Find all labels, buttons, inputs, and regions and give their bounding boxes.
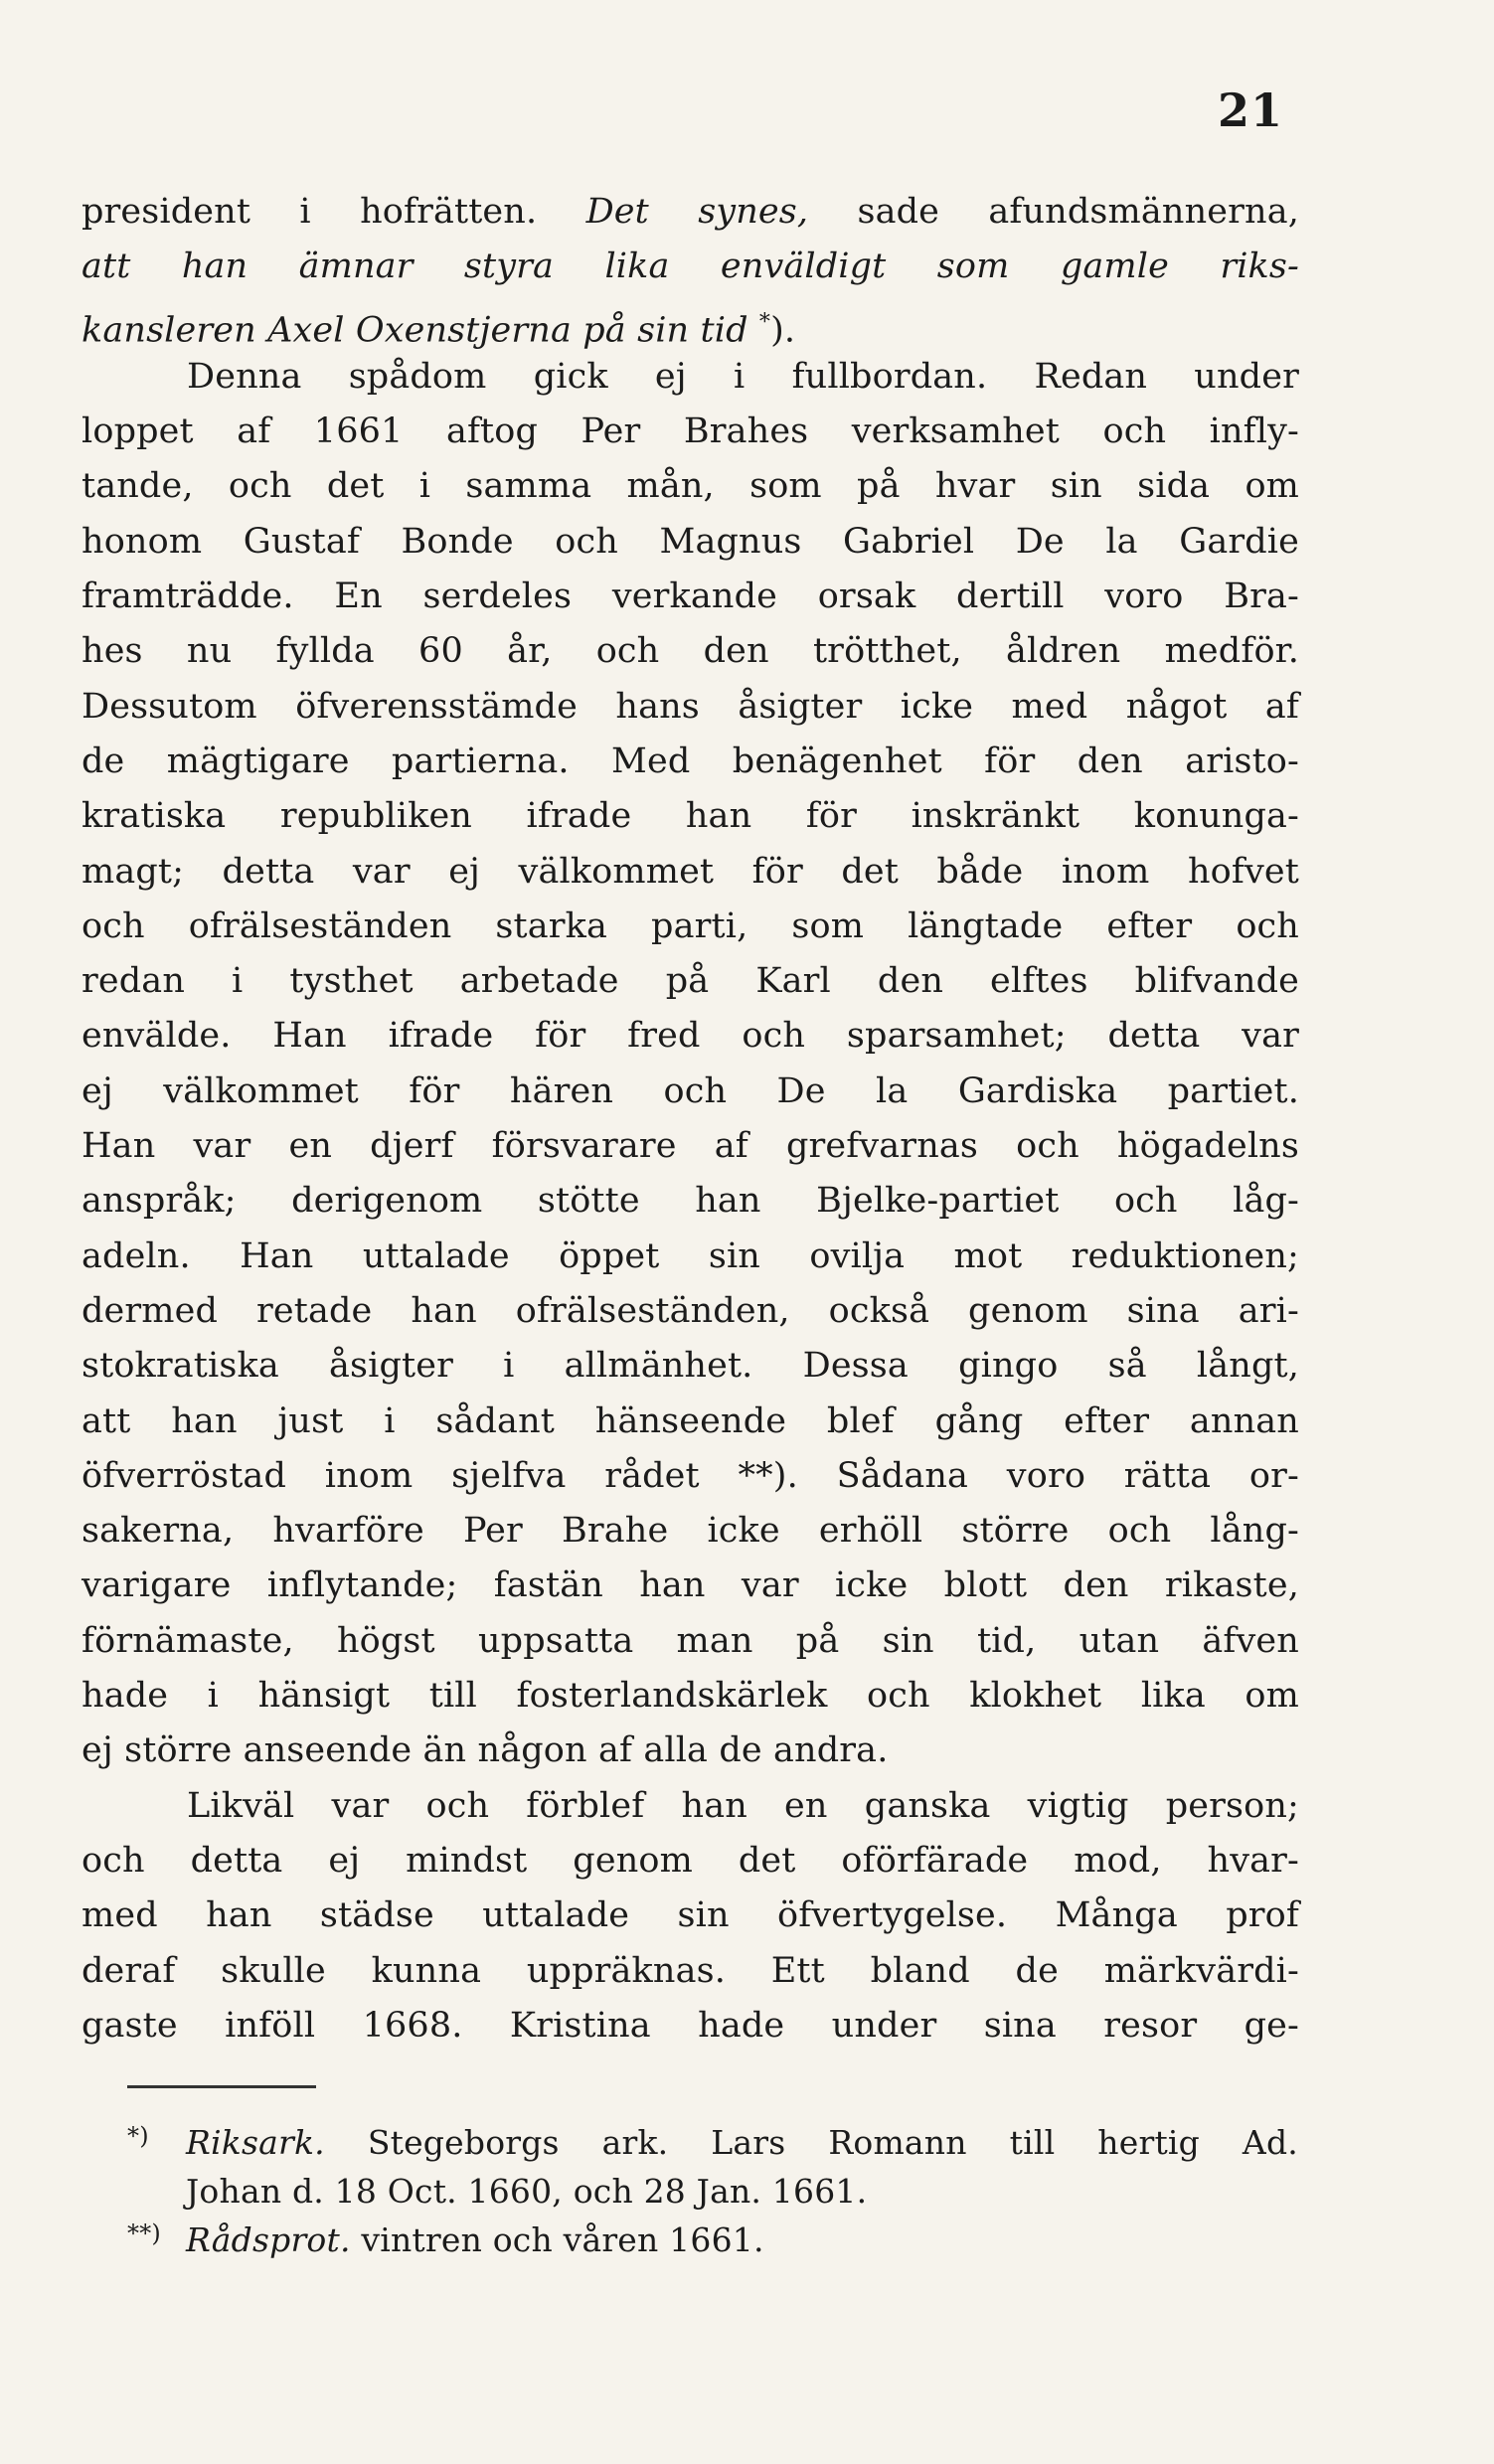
text-line: ej större anseende än någon af alla de andra. [82,1730,889,1771]
text-line: deraf skulle kunna uppräknas. Ett bland de märkvärdi- [82,1950,1299,1991]
text-line: Han var en djerf försvarare af grefvarnas och högadelns [82,1126,1299,1167]
text-line: gaste inföll 1668. Kristina hade under sina resor ge- [82,2005,1299,2046]
italic-phrase: kansleren Axel Oxenstjerna på sin tid [82,310,759,351]
footnotes [127,2118,1298,2264]
text-line: sakerna, hvarföre Per Brahe icke erhöll större och lång- [82,1511,1299,1552]
footnote-text: Stegeborgs ark. Lars Romann till hertig Ad. [367,2123,1298,2162]
text-line: med han städse uttalade sin öfvertygelse. Många prof [82,1895,1299,1936]
footnote-mark: **) [127,2219,161,2247]
footnote-separator [127,2085,316,2088]
footnote-reference: * [758,309,771,335]
footnote [127,2118,1298,2167]
text-line: öfverröstad inom sjelfva rådet **). Sådana voro rätta or- [82,1455,1299,1496]
text-line: anspråk; derigenom stötte han Bjelke-partiet och låg- [82,1181,1299,1222]
text-line: och detta ej mindst genom det oförfärade mod, hvar- [82,1840,1299,1881]
text-line: hade i hänsigt till fosterlandskärlek och klokhet lika om [82,1676,1299,1717]
footnote-source: Riksark. [186,2123,325,2162]
text-line: envälde. Han ifrade för fred och sparsamhet; detta var [82,1016,1299,1057]
italic-phrase: Det synes, [585,192,809,232]
text-line: Denna spådom gick ej i fullbordan. Redan under [187,356,1299,397]
footnote [127,2216,1298,2264]
text-line: de mägtigare partierna. Med benägenhet för den aristo- [82,740,1299,781]
text-line: ej välkommet för hären och De la Gardiska partiet. [82,1070,1299,1111]
text-line: stokratiska åsigter i allmänhet. Dessa gingo så långt, [82,1346,1299,1387]
text-line: hes nu fyllda 60 år, och den trötthet, åldren medför. [82,631,1299,672]
text-line: honom Gustaf Bonde och Magnus Gabriel De la Gardie [82,521,1299,562]
footnote-mark: *) [127,2122,149,2150]
text-line: kratiska republiken ifrade han för inskränkt konunga- [82,796,1299,837]
body-text [82,185,1299,2053]
text-line: framträdde. En serdeles verkande orsak dertill voro Bra- [82,576,1299,617]
text-line: varigare inflytande; fastän han var icke blott den rikaste, [82,1565,1299,1606]
text-line: Likväl var och förblef han en ganska vigtig person; [187,1785,1299,1826]
footnote-continuation: Johan d. 18 Oct. 1660, och 28 Jan. 1661. [186,2172,868,2211]
text-line: förnämaste, högst uppsatta man på sin tid, utan äfven [82,1620,1299,1661]
text-line: och ofrälseständen starka parti, som längtade efter och [82,905,1299,946]
text-line: president i hofrätten. Det synes, sade afundsmännerna, [82,192,1299,232]
text-line: dermed retade han ofrälseständen, också genom sina ari- [82,1290,1299,1331]
footnote-text: vintren och våren 1661. [361,2220,764,2259]
text-line: adeln. Han uttalade öppet sin ovilja mot reduktionen; [82,1235,1299,1276]
text-line: tande, och det i samma mån, som på hvar sin sida om [82,466,1299,507]
text-line: Dessutom öfverensstämde hans åsigter icke med något af [82,686,1299,727]
text-line: magt; detta var ej välkommet för det både inom hofvet [82,851,1299,892]
text-line: kansleren Axel Oxenstjerna på sin tid *). [82,309,796,351]
page-number: 21 [1217,83,1283,137]
text-line: att han just i sådant hänseende blef gång efter annan [82,1400,1299,1441]
footnote-source: Rådsprot. [186,2220,351,2259]
text-line: loppet af 1661 aftog Per Brahes verksamhet och infly- [82,411,1299,452]
text-line: redan i tysthet arbetade på Karl den elftes blifvande [82,961,1299,1002]
text-line: att han ämnar styra lika enväldigt som gamle riks- [82,246,1299,287]
